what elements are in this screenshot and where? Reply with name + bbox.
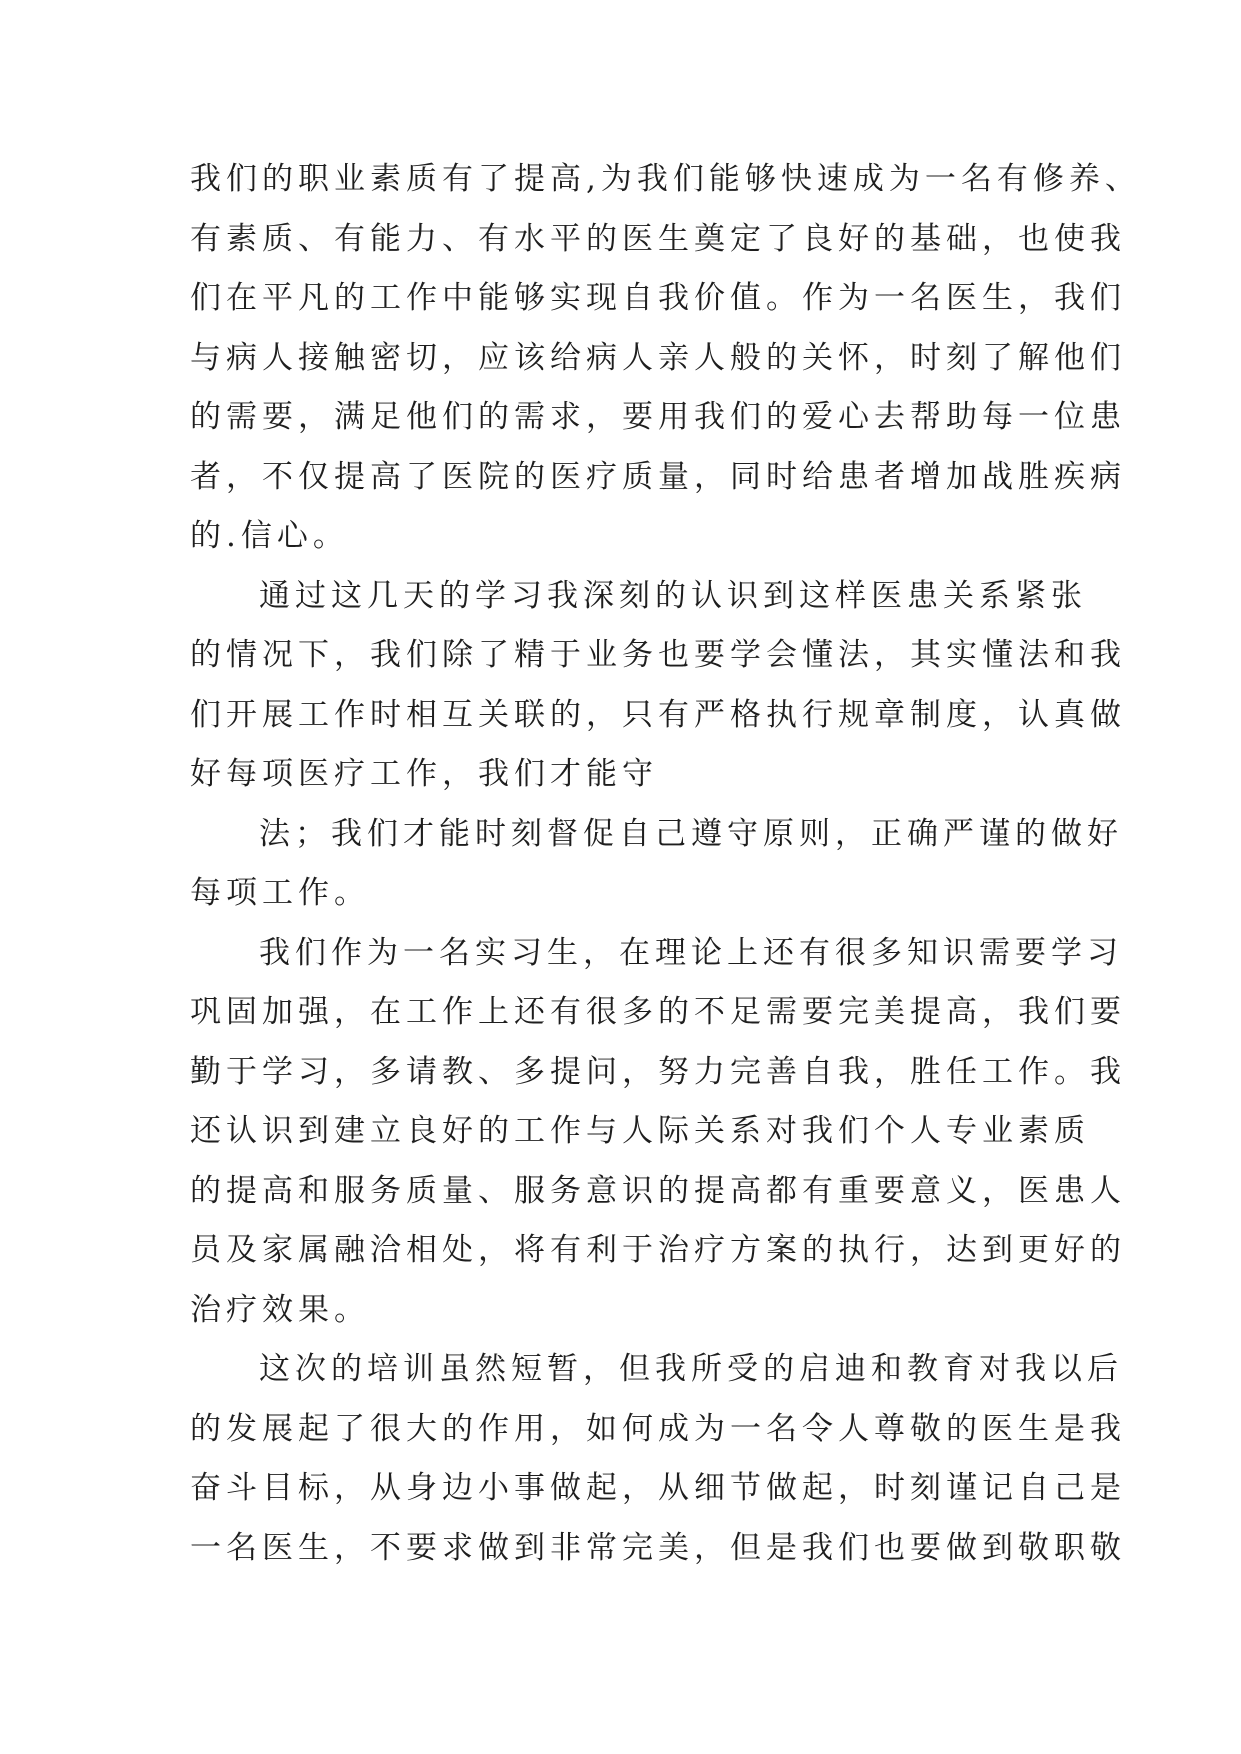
text-line: 者，不仅提高了医院的医疗质量，同时给患者增加战胜疾病 [190, 458, 1126, 495]
text-line: 法；我们才能时刻督促自己遵守原则，正确严谨的做好 [259, 815, 1123, 852]
text-line: 的需要，满足他们的需求，要用我们的爱心去帮助每一位患 [190, 399, 1126, 435]
text-line: 们开展工作时相互关联的，只有严格执行规章制度，认真做 [190, 696, 1126, 733]
text-line: 每项工作。 [190, 875, 370, 911]
text-line: 还认识到建立良好的工作与人际关系对我们个人专业素质 [190, 1113, 1090, 1149]
text-line: 员及家属融洽相处，将有利于治疗方案的执行，达到更好的 [190, 1232, 1126, 1268]
text-line: 的发展起了很大的作用，如何成为一名令人尊敬的医生是我 [190, 1410, 1126, 1447]
text-line: 这次的培训虽然短暂，但我所受的启迪和教育对我以后 [259, 1351, 1123, 1387]
text-line: 巩固加强，在工作上还有很多的不足需要完美提高，我们要 [190, 994, 1126, 1030]
text-line: 我们作为一名实习生，在理论上还有很多知识需要学习 [259, 934, 1123, 971]
text-line: 的提高和服务质量、服务意识的提高都有重要意义，医患人 [190, 1172, 1126, 1209]
text-line: 我们的职业素质有了提高,为我们能够快速成为一名有修养、 [190, 161, 1141, 197]
text-line: 通过这几天的学习我深刻的认识到这样医患关系紧张 [259, 577, 1087, 614]
text-line: 与病人接触密切，应该给病人亲人般的关怀，时刻了解他们 [190, 339, 1126, 376]
text-line: 的情况下，我们除了精于业务也要学会懂法，其实懂法和我 [190, 637, 1126, 673]
text-line: 有素质、有能力、有水平的医生奠定了良好的基础，也使我 [190, 220, 1126, 257]
text-line: 勤于学习，多请教、多提问，努力完善自我，胜任工作。我 [190, 1053, 1126, 1090]
document-body [190, 150, 1190, 1578]
text-line: 治疗效果。 [190, 1291, 370, 1328]
text-line: 们在平凡的工作中能够实现自我价值。作为一名医生，我们 [190, 280, 1126, 316]
text-line: 的.信心。 [190, 518, 349, 554]
text-line: 奋斗目标，从身边小事做起，从细节做起，时刻谨记自己是 [190, 1470, 1126, 1506]
text-line: 好每项医疗工作，我们才能守 [190, 756, 658, 792]
text-line: 一名医生，不要求做到非常完美，但是我们也要做到敬职敬 [190, 1529, 1126, 1566]
